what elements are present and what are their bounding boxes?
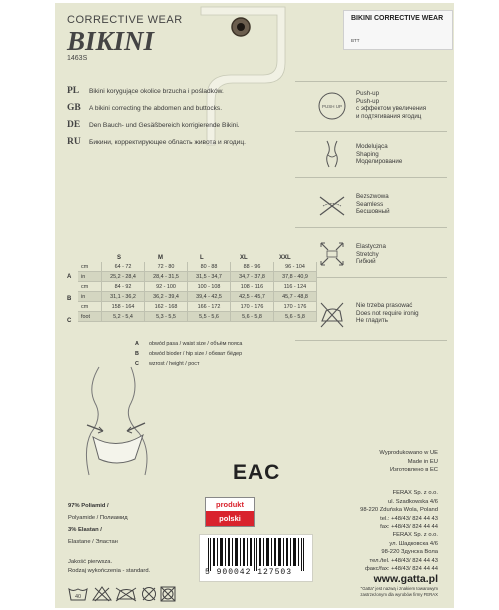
website-link: www.gatta.pl <box>373 573 438 585</box>
composition: 97% Poliamid / Polyamide / Полиамид 3% Elastan / Elastane / Эластан <box>68 503 128 545</box>
row-label-b: B <box>67 296 72 302</box>
product-label-card <box>55 3 454 608</box>
barcode-number: 5 900042 127503 <box>205 568 293 577</box>
origin-info: Wyprodukowano w UE Made in EU Изготовлено в ЕС <box>379 450 438 474</box>
body-figure-icon <box>69 365 189 477</box>
table-row: in 31,1 - 36,2 36,2 - 39,4 39,4 - 42,5 42,5 - 45,7 45,7 - 48,8 <box>78 292 317 302</box>
trademark-note: "Gatta" jest nazwą i znakiem towarowym zastrzeżonym dla wyrobów firmy FERAX <box>360 586 438 597</box>
divider <box>295 177 447 178</box>
description-ru: RU Бикини, корректирующее область живота и ягодиц. <box>67 137 246 147</box>
legend-c: C wzrost / height / рост <box>135 361 200 367</box>
brand-line: CORRECTIVE WEAR <box>67 14 183 26</box>
eac-mark: EAC <box>233 461 281 484</box>
feature-no-iron: Nie trzeba prasować Does not require ironig Не гладить <box>356 302 419 325</box>
quality-info: Jakość pierwsza. Rodzaj wykończenia - standard. <box>68 559 151 574</box>
divider <box>295 227 447 228</box>
size-header-xl: XL <box>240 255 248 261</box>
divider <box>295 81 447 82</box>
wash-temp: 40 <box>74 594 82 600</box>
divider <box>295 277 447 278</box>
produkt-polski-badge <box>205 497 255 527</box>
no-iron-icon <box>317 299 347 329</box>
size-header-m: M <box>158 255 163 261</box>
product-name: BIKINI <box>67 26 155 56</box>
divider <box>295 340 447 341</box>
size-header-s: S <box>117 255 122 261</box>
barcode <box>199 534 313 582</box>
size-table <box>78 262 317 322</box>
badge-top: produkt <box>216 500 244 509</box>
table-row: foot 5,2 - 5,4 5,3 - 5,5 5,5 - 5,6 5,6 - 5,8 5,6 - 5,8 <box>78 312 317 322</box>
row-label-c: C <box>67 318 72 324</box>
legend-a: A obwód pasa / waist size / объём пояса <box>135 341 243 347</box>
product-code: 1463S <box>67 55 88 62</box>
row-label-a: A <box>67 274 72 280</box>
hanger-icon <box>193 5 293 155</box>
table-row: cm 158 - 164 162 - 168 166 - 172 170 - 176 170 - 176 <box>78 302 317 312</box>
description-gb: GB A bikini correcting the abdomen and buttocks. <box>67 103 223 113</box>
size-header-l: L <box>200 255 204 261</box>
push-up-badge: PUSH UP <box>321 104 343 109</box>
care-symbols <box>67 585 177 603</box>
sticker-title: BIKINI CORRECTIVE WEAR <box>351 15 444 22</box>
producer-address-ru: FERAX Sp. z o.o. ул. Шадковска 4/6 98-220 Здунска Вола тел./tel. +48/43/ 824 44 43 факс/fax: +48/43/ 824 44 44 <box>365 532 438 573</box>
stretchy-icon <box>317 239 347 269</box>
description-de: DE Den Bauch- und Gesäßbereich korrigierende Bikini. <box>67 120 240 130</box>
feature-push-up: Push-up Push-up с эффектом увеличения и подтягивания ягодиц <box>356 90 427 120</box>
legend-b: B obwód bioder / hip size / обхват бёдер <box>135 351 243 357</box>
seamless-icon <box>317 191 347 221</box>
size-header-xxl: XXL <box>279 255 291 261</box>
table-row: cm 64 - 72 72 - 80 80 - 88 88 - 96 96 - 104 <box>78 262 317 272</box>
body-shaping-icon <box>317 139 347 169</box>
feature-stretchy: Elastyczna Stretchy Гибкий <box>356 243 386 266</box>
feature-seamless: Bezszwowa Seamless Бесшовный <box>356 193 390 216</box>
push-up-icon <box>317 91 347 121</box>
sticker-sub: BTT <box>351 38 360 43</box>
description-pl: PL Bikini korygujące okolice brzucha i pośladków. <box>67 86 224 96</box>
divider <box>295 131 447 132</box>
table-row: in 25,2 - 28,4 28,4 - 31,5 31,5 - 34,7 34,7 - 37,8 37,8 - 40,9 <box>78 272 317 282</box>
table-row: cm 84 - 92 92 - 100 100 - 108 108 - 116 116 - 124 <box>78 282 317 292</box>
badge-bottom: polski <box>206 511 254 526</box>
size-sticker <box>343 10 453 50</box>
producer-address-pl: FERAX Sp. z o.o. ul. Szadkowska 4/6 98-220 Zduńska Wola, Poland tel.: +48/43/ 824 44 43 fax: +48/43/ 824 44 44 <box>360 490 438 531</box>
feature-shaping: Modelująca Shaping Моделирование <box>356 143 403 166</box>
barcode-bars <box>206 538 306 571</box>
